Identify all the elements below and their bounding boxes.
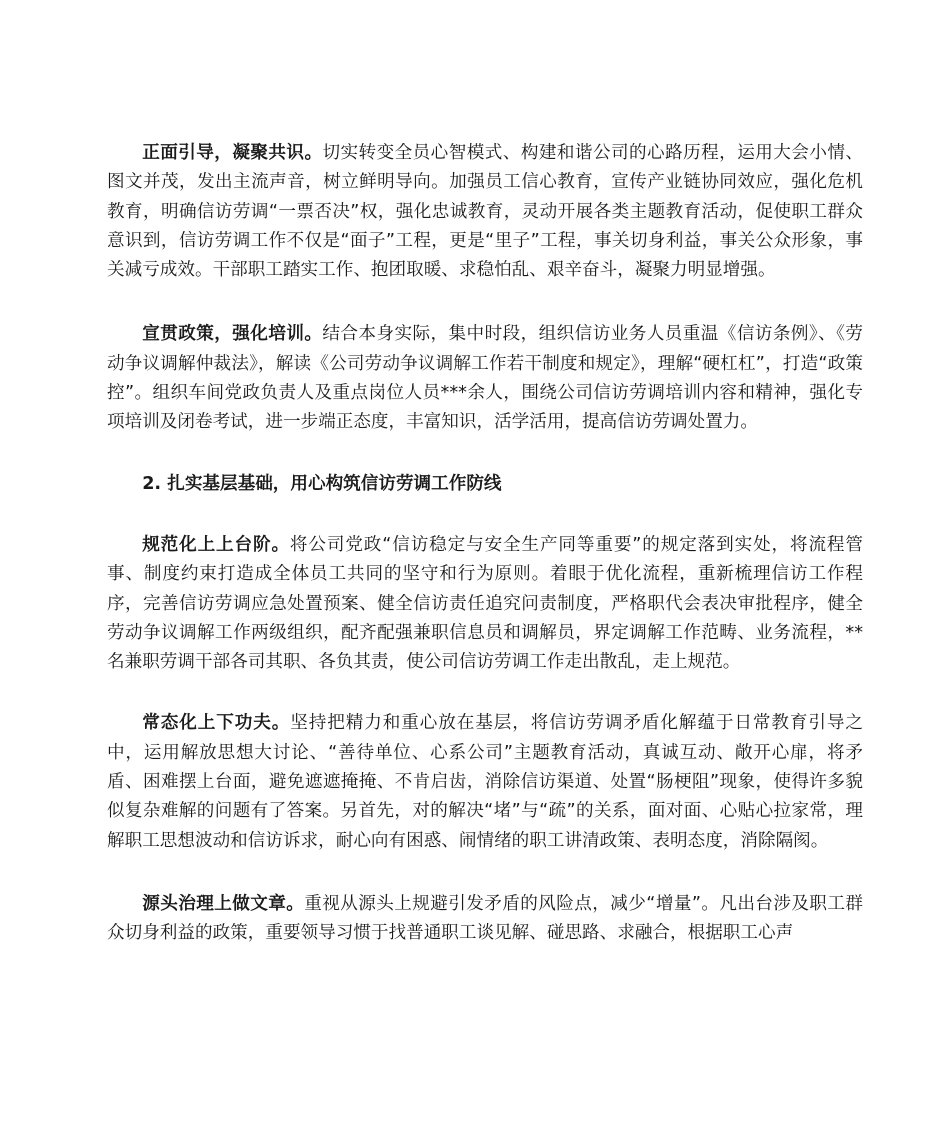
paragraph-policy-training <box>107 320 863 437</box>
paragraph-lead: 源头治理上做文章。 <box>142 893 305 914</box>
paragraph-spacer <box>107 285 863 320</box>
document-body <box>107 139 863 949</box>
paragraph-text: 将公司党政“信访稳定与安全生产同等重要”的规定落到实处，将流程管事、制度约束打造成全体员工共同的坚守和行为原则。着眼于优化流程，重新梳理信访工作程序，完善信访劳调应急处置预案、健全信访责任追究问责制度，严格职代会表决审批程序，健全劳动争议调解工作两级组织，配齐配强兼职信息员和调解员，界定调解工作范畴、业务流程，**名兼职劳调干部各司其职、各负其责，使公司信访劳调工作走出散乱，走上规范。 <box>107 534 863 673</box>
paragraph-lead: 宣贯政策，强化培训。 <box>142 324 323 345</box>
paragraph-spacer <box>107 438 863 470</box>
paragraph-lead: 常态化上下功夫。 <box>142 713 291 734</box>
paragraph-spacer <box>107 499 863 531</box>
paragraph-lead: 规范化上上台阶。 <box>142 534 290 555</box>
paragraph-text: 坚持把精力和重心放在基层，将信访劳调矛盾化解蕴于日常教育引导之中，运用解放思想大讨论、“善待单位、心系公司”主题教育活动，真诚互动、敞开心扉，将矛盾、困难摆上台面，避免遮遮掩掩、不肯启齿，消除信访渠道、处置“肠梗阻”现象，使得许多貌似复杂难解的问题有了答案。另首先，对的解决“堵”与“疏”的关系，面对面、心贴心拉家常，理解职工思想波动和信访诉求，耐心向有困惑、闹情绪的职工讲清政策、表明态度，消除隔阂。 <box>107 713 863 851</box>
paragraph-spacer <box>107 677 863 709</box>
paragraph-spacer <box>107 856 863 890</box>
paragraph-text: 切实转变全员心智模式、构建和谐公司的心路历程，运用大会小情、图文并茂，发出主流声音，树立鲜明导向。加强员工信心教育，宣传产业链协同效应，强化危机教育，明确信访劳调“一票否决”权，强化忠诚教育，灵动开展各类主题教育活动，促使职工群众意识到，信访劳调工作不仅是“面子”工程，更是“里子”工程，事关切身利益，事关公众形象，事关减亏成效。干部职工踏实工作、抱团取暖、求稳怕乱、艰辛奋斗，凝聚力明显增强。 <box>107 143 863 281</box>
paragraph-normalization <box>107 709 863 855</box>
section-heading: 2. 扎实基层基础，用心构筑信访劳调工作防线 <box>142 473 502 494</box>
paragraph-text: 重视从源头上规避引发矛盾的风险点，减少“增量”。凡出台涉及职工群众切身利益的政策，重要领导习惯于找普通职工谈见解、碰思路、求融合，根据职工心声 <box>107 893 863 944</box>
paragraph-source-governance <box>107 890 863 949</box>
paragraph-lead: 正面引导，凝聚共识。 <box>142 143 323 163</box>
paragraph-positive-guidance <box>107 139 863 285</box>
paragraph-standardization <box>107 531 863 677</box>
paragraph-text: 结合本身实际，集中时段，组织信访业务人员重温《信访条例》、《劳动争议调解仲裁法》，解读《公司劳动争议调解工作若干制度和规定》，理解“硬杠杠”，打造“政策控”。组织车间党政负责人及重点岗位人员***余人，围绕公司信访劳调培训内容和精神，强化专项培训及闭卷考试，进一步端正态度，丰富知识，活学活用，提高信访劳调处置力。 <box>107 324 863 433</box>
